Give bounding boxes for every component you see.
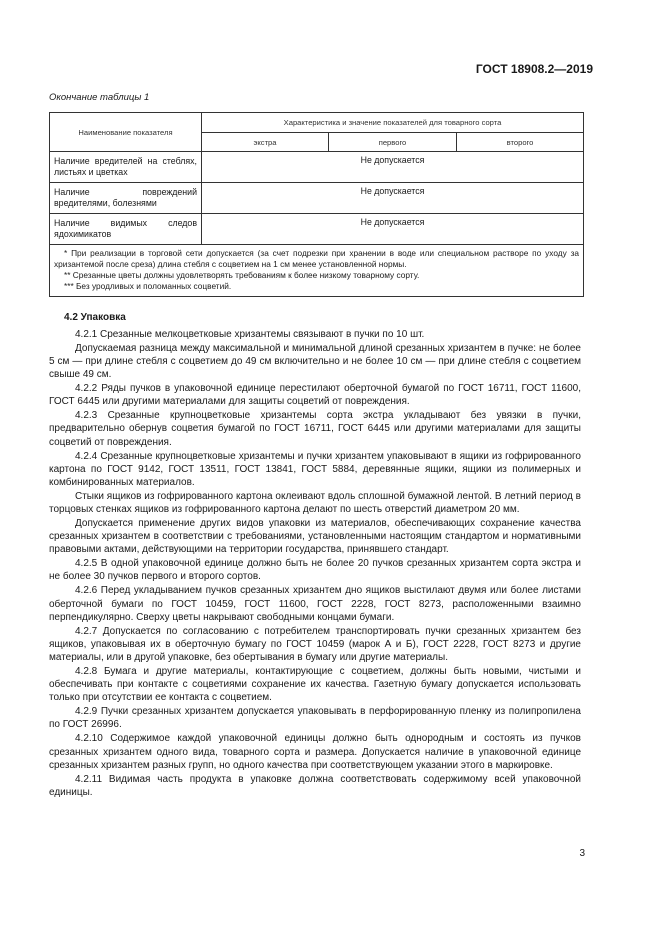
page-number: 3	[579, 848, 585, 859]
grade-header-extra: экстра	[202, 133, 329, 152]
section-body	[49, 328, 581, 800]
table-row	[50, 183, 584, 214]
row-value-damage: Не допускается	[202, 183, 584, 214]
row-value-chemicals: Не допускается	[202, 214, 584, 245]
paragraph: 4.2.1 Срезанные мелкоцветковые хризантемы связывают в пучки по 10 шт.	[75, 329, 425, 340]
footnote-1: * При реализации в торговой сети допускается (за счет подрезки при хранении в воде или специальном растворе по уходу за хризантемой после среза) длина стебля с соцветием на 1 см менее установленной нормы.	[54, 248, 580, 269]
paragraph: 4.2.5 В одной упаковочной единице должно быть не более 20 пучков срезанных хризантем сорта экстра и не более 30 пучков первого и второго сортов.	[49, 558, 581, 583]
grade-header-second: второго	[457, 133, 584, 152]
paragraph: 4.2.10 Содержимое каждой упаковочной единицы должно быть однородным и состоять из пучков срезанных хризантем одного вида, товарного сорта и размера. Допускается наличие в упаковочной единице срезанных хризантем разных групп, но одного качества при соответствующем указании этого в маркировке.	[49, 733, 581, 771]
paragraph: 4.2.2 Ряды пучков в упаковочной единице перестилают оберточной бумагой по ГОСТ 16711, ГОСТ 11600, ГОСТ 6445 или другими материалами для защиты соцветий от повреждения.	[49, 383, 581, 408]
grade-header-first: первого	[329, 133, 457, 152]
table-row	[50, 214, 584, 245]
paragraph: 4.2.6 Перед укладыванием пучков срезанных хризантем дно ящиков выстилают двумя или более листами оберточной бумаги по ГОСТ 10459, ГОСТ 11600, ГОСТ 2228, ГОСТ 8273, расположенными взаимно перпендикулярно. Сверху цветы накрывают свободными концами бумаги.	[49, 585, 581, 623]
table-caption: Окончание таблицы 1	[49, 92, 150, 103]
paragraph: 4.2.9 Пучки срезанных хризантем допускается упаковывать в перфорированную пленку из полипропилена по ГОСТ 26996.	[49, 706, 581, 731]
col-header-group: Характеристика и значение показателей для товарного сорта	[202, 113, 584, 133]
table-footnotes	[50, 245, 584, 297]
footnote-2: ** Срезанные цветы должны удовлетворять требованиям к более низкому товарному сорту.	[64, 270, 420, 280]
paragraph: Допускаемая разница между максимальной и минимальной длиной срезанных хризантем в пучке: не более 5 см — при длине стебля с соцветием до 49 см включительно и не более 10 см — при длине стебля с соцветием свыше 49 см.	[49, 342, 581, 381]
col-header-name: Наименование показателя	[50, 113, 202, 152]
paragraph: 4.2.11 Видимая часть продукта в упаковке должна соответствовать содержимому всей упаковочной единицы.	[49, 773, 581, 798]
paragraph: Стыки ящиков из гофрированного картона оклеивают вдоль сплошной бумажной лентой. В летний период в торцовых стенках ящиков из гофрированного картона делают по шесть отверстий диаметром 20 мм.	[49, 490, 581, 516]
spec-table	[49, 112, 584, 297]
paragraph: 4.2.4 Срезанные крупноцветковые хризантемы и пучки хризантем упаковывают в ящики из гофрированного картона по ГОСТ 9142, ГОСТ 13511, ГОСТ 13841, ГОСТ 5884, деревянные ящики, ящики из полимерных и комбинированных материалов.	[49, 450, 581, 488]
row-name-pests: Наличие вредителей на стеблях, листьях и цветках	[50, 152, 202, 183]
section-title: 4.2 Упаковка	[64, 312, 126, 323]
table-row	[50, 152, 584, 183]
row-value-pests: Не допускается	[202, 152, 584, 183]
paragraph: 4.2.8 Бумага и другие материалы, контактирующие с соцветием, должны быть новыми, чистыми и обеспечивать при контакте с соцветиями сохранение их качества. Газетную бумагу допускается использовать только при отсутствии ее контакта с соцветием.	[49, 665, 581, 704]
footnote-3: *** Без уродливых и поломанных соцветий.	[64, 281, 232, 291]
row-name-chemicals: Наличие видимых следов ядохимикатов	[50, 214, 202, 245]
paragraph: 4.2.3 Срезанные крупноцветковые хризантемы сорта экстра укладывают без увязки в пучки, предварительно обернув соцветия бумагой по ГОСТ 16711, ГОСТ 6445 или другими материалами для защиты соцветий от повреждения.	[49, 410, 581, 448]
document-code: ГОСТ 18908.2—2019	[475, 62, 593, 76]
paragraph: Допускается применение других видов упаковки из материалов, обеспечивающих сохранение качества срезанных хризантем в соответствии с требованиями, установленными настоящим стандартом и нормативными правовыми актами, действующими на территории государства, принявшего стандарт.	[49, 517, 581, 556]
row-name-damage: Наличие повреждений вредителями, болезнями	[50, 183, 202, 214]
paragraph: 4.2.7 Допускается по согласованию с потребителем транспортировать пучки срезанных хризантем без ящиков, упаковывая их в оберточную бумагу по ГОСТ 10459 (марок А и Б), ГОСТ 2228, ГОСТ 8273 и другие материалы, или в другой упаковке, без обертывания в бумагу или другие материалы.	[49, 625, 581, 664]
